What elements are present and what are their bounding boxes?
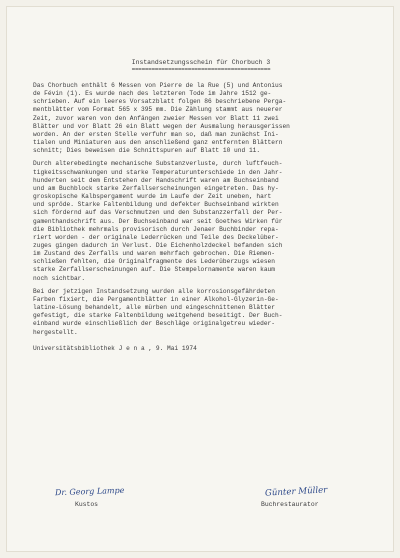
document-page — [6, 6, 394, 552]
text-line: de Févin (1). Es wurde nach des letzteren Tode im Jahre 1512 ge- — [33, 90, 272, 98]
text-line: sich fördernd auf das Verschmutzen und den Substanzzerfall der Per- — [33, 209, 283, 217]
text-line: noch sichtbar. — [33, 274, 86, 282]
paragraph — [33, 288, 369, 337]
text-line: im Zustand des Zerfalls und waren mehrfach gebrochen. Die Riemen- — [33, 250, 276, 258]
text-line: einband wurde einschließlich der Beschläge originalgetreu wieder- — [33, 320, 276, 328]
text-line: gamenthandschrift aus. Der Buchseinband war seit Goethes Wirken für — [33, 217, 283, 225]
paragraphs — [33, 82, 369, 337]
text-line: tialen und Miniaturen aus den anschließend ganz entfernten Blättern — [33, 139, 283, 147]
document-title: Instandsetzungsschein für Chorbuch 3 — [131, 59, 271, 66]
role-kustos: Kustos — [75, 501, 99, 508]
signature-restaurator: Günter Müller — [264, 485, 328, 499]
text-line: gefestigt, die starke Faltenbildung weitgehend beseitigt. Der Buch- — [33, 312, 283, 320]
text-line: und spröde. Starke Faltenbildung und defekter Buchseinband wirkten — [33, 201, 279, 209]
paragraph — [33, 82, 369, 155]
paragraph — [33, 160, 369, 282]
text-line: Blätter und vor Blatt 26 ein Blatt wegen der Ausmalung herausgerissen — [33, 122, 290, 130]
text-line: mentblätter vom Format 565 x 395 mm. Die Zählung stammt aus neuerer — [33, 106, 283, 114]
document-body — [33, 59, 369, 353]
text-line: hunderten seit dem Entstehen der Handschrift waren am Buchseinband — [33, 176, 279, 184]
text-line: Zeit, zuvor waren von den Anfängen zweier Messen vor Blatt 11 zwei — [33, 114, 279, 122]
text-line: zuges gingen dadurch in Verlust. Die Eichenholzdeckel befanden sich — [33, 241, 283, 249]
text-line: schrieben. Auf ein leeres Vorsatzblatt folgen 86 beschriebene Perga- — [33, 98, 287, 106]
text-line: starke Zerfallserscheinungen auf. Die Stempelornamente waren kaum — [33, 266, 276, 274]
text-line: hergestellt. — [33, 328, 78, 336]
text-line: latine-Lösung behandelt, alle mürben und eingeschnittenen Blätter — [33, 304, 276, 312]
text-line: Das Chorbuch enthält 6 Messen von Pierre de la Rue (5) und Antonius — [33, 82, 283, 89]
text-line: schließen fehlten, die Originalfragmente des Lederüberzugs wiesen — [33, 258, 276, 266]
signature-kustos: Dr. Georg Lampe — [54, 485, 125, 498]
title-underline: ========================================== — [131, 67, 271, 72]
role-restaurator: Buchrestaurator — [261, 501, 319, 508]
text-line: schnitt; Dies beweisen die Schnittspuren auf Blatt 10 und 11. — [33, 147, 261, 155]
text-line: Durch alterebedingte mechanische Substanzverluste, durch luftfeuch- — [33, 160, 283, 168]
text-line: die Bibliothek mehrmals provisorisch durch Jenaer Buchbinder repa- — [33, 225, 279, 233]
text-line: groskopische Kalbspergament wurde im Laufe der Zeit uneben, hart — [33, 193, 272, 201]
signature-block — [33, 487, 369, 527]
dateline: Universitätsbibliothek J e n a , 9. Mai 1974 — [33, 344, 197, 352]
text-line: tigkeitsschwankungen und starke Temperaturunterschiede in den Jahr- — [33, 168, 283, 176]
text-line: worden. An der ersten Stelle verfuhr man so, daß man zunächst Ini- — [33, 130, 279, 138]
text-line: Farben fixiert, die Pergamentblätter in einer Alkohol-Glyzerin-Ge- — [33, 295, 279, 303]
text-line: riert worden - der originale Lederrücken und Teile des Deckelüber- — [33, 233, 279, 241]
text-line: Bei der jetzigen Instandsetzung wurden alle korrosionsgefährdeten — [33, 287, 276, 295]
text-line: und am Buchblock starke Zerfallserscheinungen eingetreten. Das hy- — [33, 184, 279, 192]
